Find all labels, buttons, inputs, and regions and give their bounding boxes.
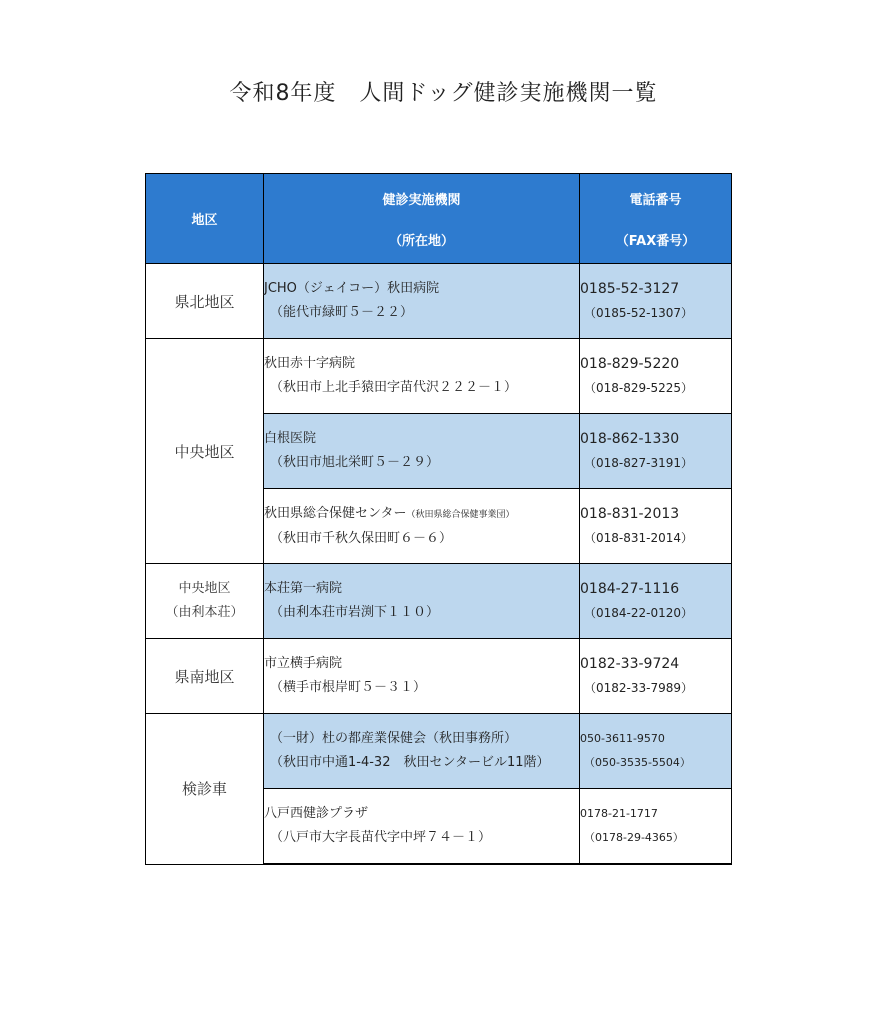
institution-cell xyxy=(264,414,580,489)
table-header-row xyxy=(146,174,732,264)
header-phone xyxy=(580,174,732,264)
fax-number: （018-829-5225） xyxy=(584,381,694,395)
region-cell: 検診車 xyxy=(146,714,264,865)
header-phone-line2: （FAX番号） xyxy=(615,233,696,249)
header-region: 地区 xyxy=(146,174,264,264)
institution-address: （八戸市大字長苗代字中坪７４－１） xyxy=(270,830,492,845)
institution-cell xyxy=(264,639,580,714)
table-row xyxy=(146,564,732,639)
phone-number: 0182-33-9724 xyxy=(580,656,680,672)
institution-address: （能代市緑町５－２２） xyxy=(270,305,414,320)
institution-address: （秋田市中通1-4-32 秋田センタービル11階） xyxy=(270,755,550,770)
header-institution xyxy=(264,174,580,264)
institution-note: （秋田県総合保健事業団） xyxy=(406,509,515,520)
phone-number: 018-862-1330 xyxy=(580,431,680,447)
fax-number: （0184-22-0120） xyxy=(584,606,694,620)
institution-cell xyxy=(264,489,580,564)
institution-name: 秋田赤十字病院 xyxy=(264,356,356,371)
institution-name xyxy=(264,502,579,527)
fax-number: （018-831-2014） xyxy=(584,531,694,545)
institution-address: （秋田市旭北栄町５－２９） xyxy=(270,455,440,470)
phone-number: 0185-52-3127 xyxy=(580,281,680,297)
phone-cell xyxy=(580,639,732,714)
table-row xyxy=(146,264,732,339)
region-cell: 中央地区 xyxy=(146,339,264,564)
phone-number: 0178-21-1717 xyxy=(580,807,658,820)
institution-address: （秋田市千秋久保田町６－６） xyxy=(270,530,453,546)
institution-name: 本荘第一病院 xyxy=(264,581,343,596)
institution-cell xyxy=(264,564,580,639)
institution-address: （由利本荘市岩渕下１１０） xyxy=(270,605,440,620)
fax-number: （050-3535-5504） xyxy=(584,756,691,769)
header-institution-line2: （所在地） xyxy=(388,233,454,249)
institution-address: （横手市根岸町５－３１） xyxy=(270,680,427,695)
table-row xyxy=(146,339,732,414)
region-cell: 県南地区 xyxy=(146,639,264,714)
phone-cell xyxy=(580,414,732,489)
fax-number: （0182-33-7989） xyxy=(584,681,694,695)
institution-name: 八戸西健診プラザ xyxy=(264,806,369,821)
region-line2: （由利本荘） xyxy=(165,605,244,620)
page-title: 令和8年度 人間ドッグ健診実施機関一覧 xyxy=(229,81,658,106)
header-phone-line1: 電話番号 xyxy=(629,192,682,208)
region-line1: 中央地区 xyxy=(178,581,231,596)
fax-number: （0178-29-4365） xyxy=(584,831,684,844)
phone-cell xyxy=(580,264,732,339)
institutions-table xyxy=(145,173,732,865)
phone-cell xyxy=(580,564,732,639)
institution-name: 市立横手病院 xyxy=(264,656,343,671)
region-cell: 県北地区 xyxy=(146,264,264,339)
institution-name: 白根医院 xyxy=(264,431,317,446)
phone-cell xyxy=(580,714,732,789)
phone-number: 0184-27-1116 xyxy=(580,581,680,597)
institution-name: （一財）杜の都産業保健会（秋田事務所） xyxy=(270,731,518,746)
phone-number: 018-831-2013 xyxy=(580,506,680,522)
phone-number: 018-829-5220 xyxy=(580,356,680,372)
phone-number: 050-3611-9570 xyxy=(580,732,665,745)
institution-name: JCHO（ジェイコー）秋田病院 xyxy=(264,281,440,296)
phone-cell xyxy=(580,789,732,865)
fax-number: （0185-52-1307） xyxy=(584,306,694,320)
institution-cell xyxy=(264,264,580,339)
fax-number: （018-827-3191） xyxy=(584,456,694,470)
institution-cell xyxy=(264,714,580,789)
institution-cell xyxy=(264,339,580,414)
institution-address: （秋田市上北手猿田字苗代沢２２２－１） xyxy=(270,380,518,395)
phone-cell xyxy=(580,489,732,564)
institution-cell xyxy=(264,789,580,865)
header-institution-line1: 健診実施機関 xyxy=(382,192,461,208)
region-cell xyxy=(146,564,264,639)
phone-cell xyxy=(580,339,732,414)
table-row xyxy=(146,639,732,714)
institution-name-text: 秋田県総合保健センター xyxy=(264,505,407,521)
table-row xyxy=(146,714,732,789)
